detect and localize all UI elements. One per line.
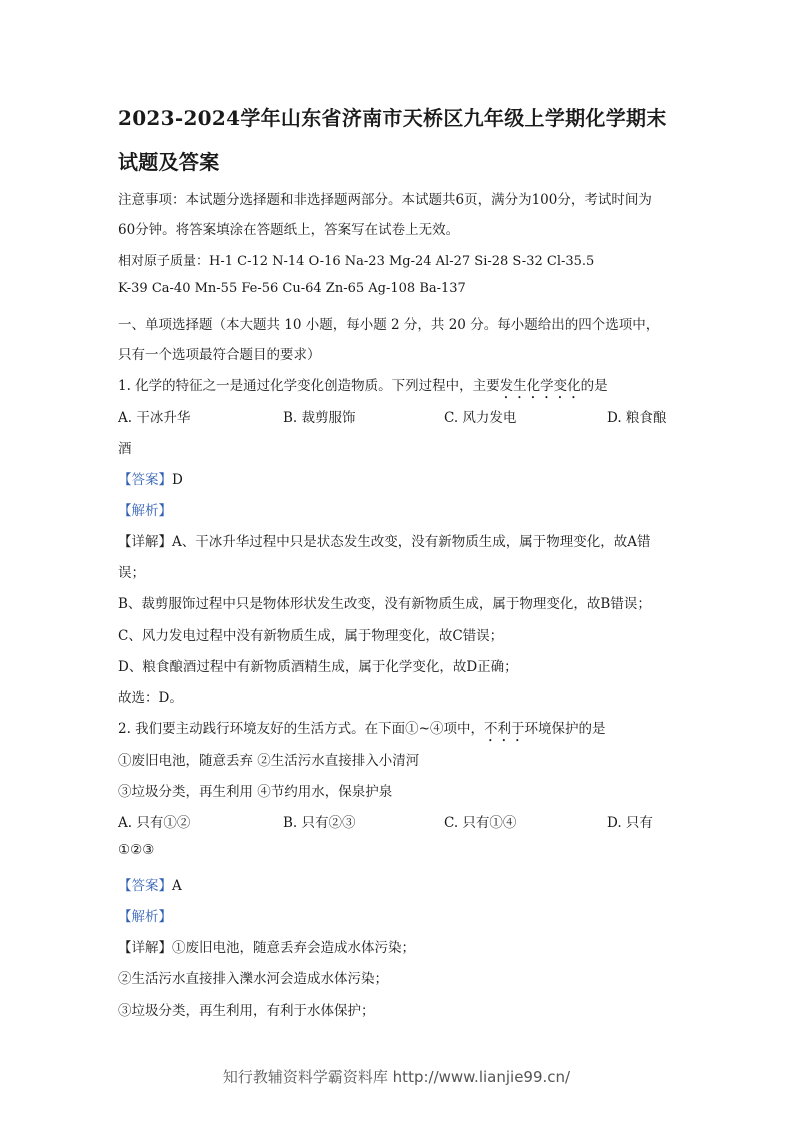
q2-option-d-wrap: ①②③ <box>118 842 155 858</box>
q2-answer <box>118 874 182 894</box>
q1-detail-b: B、裁剪服饰过程中只是物体形状发生改变，没有新物质生成，属于物理变化，故B错误； <box>118 596 651 612</box>
document-title-line1: 2023-2024学年山东省济南市天桥区九年级上学期化学期末 <box>118 106 667 130</box>
footer-watermark: 知行教辅资料学霸资料库 http://www.lianjie99.cn/ <box>222 1068 571 1086</box>
q1-option-c: C. 风力发电 <box>444 410 517 426</box>
q1-conclusion: 故选：D。 <box>118 690 183 706</box>
q2-stem-before: 2. 我们要主动践行环境友好的生活方式。在下面①~④项中， <box>118 721 484 737</box>
q2-stem-emphasis: 不利于 <box>483 721 525 737</box>
q1-option-d: D. 粮食酿 <box>607 410 667 426</box>
q2-option-d: D. 只有 <box>607 815 653 831</box>
q1-detail-d: D、粮食酿酒过程中有新物质酒精生成，属于化学变化，故D正确； <box>118 659 518 675</box>
section-heading-line2: 只有一个选项最符合题目的要求） <box>118 347 321 363</box>
q1-stem-emphasis: 发生化学变化 <box>499 378 581 394</box>
q1-answer-tag: 【答案】 <box>118 472 172 488</box>
notice-line2: 60分钟。将答案填涂在答题纸上，答案写在试卷上无效。 <box>118 222 460 238</box>
atomic-mass-line2: K-39 Ca-40 Mn-55 Fe-56 Cu-64 Zn-65 Ag-108 Ba-137 <box>118 281 466 296</box>
q1-stem <box>118 374 608 402</box>
q1-option-d-wrap: 酒 <box>118 441 132 457</box>
q2-detail-2: ②生活污水直接排入濼水河会造成水体污染； <box>118 971 388 987</box>
q2-stem <box>118 717 605 745</box>
q2-detail-1-text: ①废旧电池，随意丢弃会造成水体污染； <box>172 940 415 956</box>
q2-option-c: C. 只有①④ <box>444 815 517 831</box>
q2-analysis-tag: 【解析】 <box>118 909 172 925</box>
q1-detail-a <box>118 530 651 550</box>
document-title-line2: 试题及答案 <box>118 150 220 174</box>
notice-line1: 注意事项：本试题分选择题和非选择题两部分。本试题共6页，满分为100分，考试时间为 <box>118 192 652 208</box>
q2-option-a: A. 只有①② <box>118 815 191 831</box>
q2-items-line2: ③垃圾分类，再生利用 ④节约用水，保泉护泉 <box>118 784 393 800</box>
q1-answer-value: D <box>172 472 183 488</box>
q1-stem-after: 的是 <box>580 378 608 394</box>
q1-detail-tag: 【详解】 <box>118 534 172 550</box>
q1-stem-before: 1. 化学的特征之一是通过化学变化创造物质。下列过程中，主要 <box>118 378 500 394</box>
atomic-mass-line1: 相对原子质量：H-1 C-12 N-14 O-16 Na-23 Mg-24 Al-27 Si-28 S-32 Cl-35.5 <box>118 254 595 269</box>
q2-answer-tag: 【答案】 <box>118 878 172 894</box>
section-heading-line1: 一、单项选择题（本大题共 10 小题，每小题 2 分，共 20 分。每小题给出的四个选项中， <box>118 317 660 333</box>
q1-detail-a-wrap: 误； <box>118 565 145 581</box>
q2-items-line1: ①废旧电池，随意丢弃 ②生活污水直接排入小清河 <box>118 753 420 769</box>
q1-answer <box>118 468 183 488</box>
q2-detail-tag: 【详解】 <box>118 940 172 956</box>
q2-detail-3: ③垃圾分类，再生利用，有利于水体保护； <box>118 1003 375 1019</box>
q2-answer-value: A <box>172 878 182 894</box>
q2-stem-after: 环境保护的是 <box>524 721 606 737</box>
q1-detail-a-text: A、干冰升华过程中只是状态发生改变，没有新物质生成，属于物理变化，故A错 <box>172 534 651 550</box>
q1-option-a: A. 干冰升华 <box>118 410 191 426</box>
q1-analysis-tag: 【解析】 <box>118 503 172 519</box>
q2-option-b: B. 只有②③ <box>283 815 356 831</box>
q2-detail-1 <box>118 936 415 956</box>
q1-option-b: B. 裁剪服饰 <box>283 410 356 426</box>
q1-detail-c: C、风力发电过程中没有新物质生成，属于物理变化，故C错误； <box>118 628 504 644</box>
